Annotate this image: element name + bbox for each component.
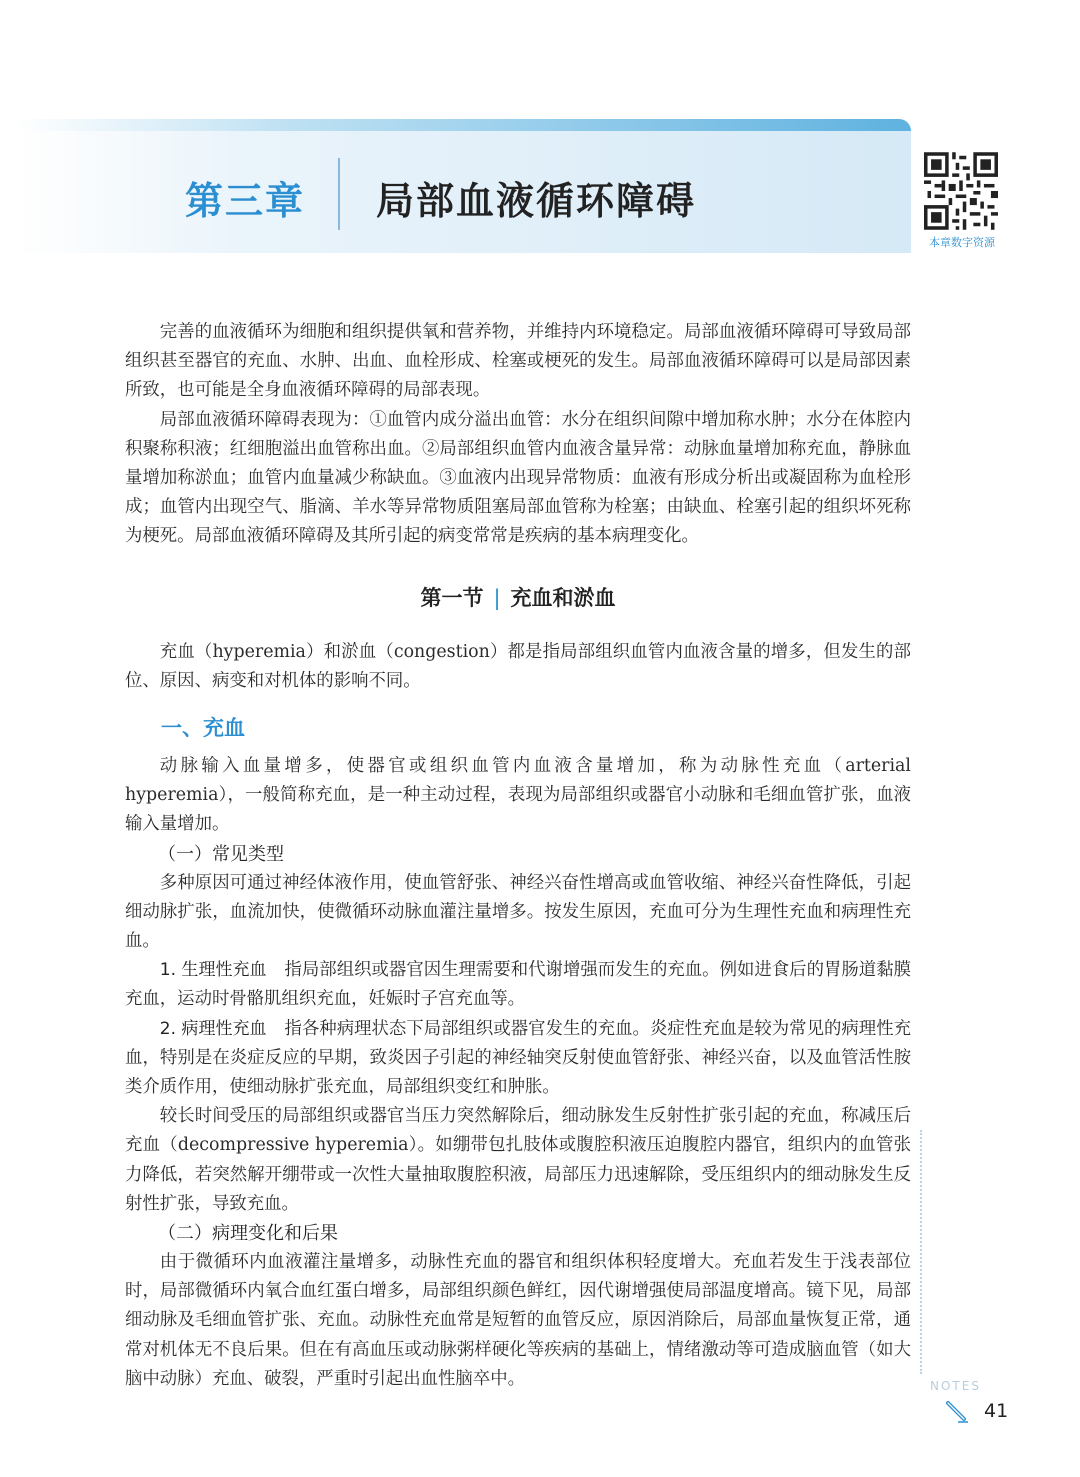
section-divider: | [493, 585, 501, 610]
notes-label: NOTES [930, 1379, 981, 1393]
list-item [125, 1015, 911, 1103]
subsection-heading: （一）常见类型 [158, 843, 284, 865]
paragraph: 由于微循环内血液灌注量增多，动脉性充血的器官和组织体积轻度增大。充血若发生于浅表部位时，局部微循环内氧合血红蛋白增多，局部组织颜色鲜红，因代谢增强使局部温度增高。镜下见，局部细动脉及毛细血管扩张、充血。动脉性充血常是短暂的血管反应，原因消除后，局部血量恢复正常，通常对机体无不良后果。但在有高血压或动脉粥样硬化等疾病的基础上，情绪激动等可造成脑血管（如大脑中动脉）充血、破裂，严重时引起出血性脑卒中。 [125, 1252, 911, 1389]
section-intro: 充血（hyperemia）和淤血（congestion）都是指局部组织血管内血液含量的增多，但发生的部位、原因、病变和对机体的影响不同。 [125, 641, 911, 691]
chapter-divider [338, 158, 340, 230]
qr-label: 本章数字资源 [929, 236, 995, 249]
section-number: 第一节 [420, 585, 484, 610]
paragraph: 多种原因可通过神经体液作用，使血管舒张、神经兴奋性增高或血管收缩、神经兴奋性降低，引起细动脉扩张，血流加快，使微循环动脉血灌注量增多。按发生原因，充血可分为生理性充血和病理性充血。 [125, 872, 911, 952]
item-lead: 1. 生理性充血 [159, 960, 267, 981]
section-title: 充血和淤血 [510, 585, 616, 610]
banner-accent-line [16, 119, 911, 131]
qr-code-icon[interactable] [924, 152, 998, 230]
qr-block[interactable] [924, 152, 1000, 250]
chapter-number: 第三章 [185, 179, 306, 223]
intro-paragraph: 局部血液循环障碍表现为：①血管内成分溢出血管：水分在组织间隙中增加称水肿；水分在体腔内积聚称积液；红细胞溢出血管称出血。②局部组织血管内血液含量异常：动脉血量增加称充血，静脉血量增加称淤血；血管内血量减少称缺血。③血液内出现异常物质：血液有形成分析出或凝固称为血栓形成；血管内出现空气、脂滴、羊水等异常物质阻塞局部血管称为栓塞；由缺血、栓塞引起的组织坏死称为梗死。局部血液循环障碍及其所引起的病变常常是疾病的基本病理变化。 [125, 409, 911, 547]
notes-margin-line [920, 1130, 922, 1374]
item-lead: 2. 病理性充血 [159, 1018, 267, 1039]
part-intro: 动脉输入血量增多，使器官或组织血管内血液含量增加，称为动脉性充血（arterial hyperemia），一般简称充血，是一种主动过程，表现为局部组织或器官小动脉和毛细血管扩张，血液输入量增加。 [125, 756, 911, 835]
pencil-icon [944, 1398, 970, 1424]
paragraph: 较长时间受压的局部组织或器官当压力突然解除后，细动脉发生反射性扩张引起的充血，称减压后充血（decompressive hyperemia）。如绷带包扎肢体或腹腔积液压迫腹腔内器官，组织内的血管张力降低，若突然解开绷带或一次性大量抽取腹腔积液，局部压力迅速解除，受压组织内的细动脉发生反射性扩张，导致充血。 [125, 1106, 911, 1214]
list-item [125, 956, 911, 1014]
item-text: 指局部组织或器官因生理需要和代谢增强而发生的充血。例如进食后的胃肠道黏膜充血，运动时骨骼肌组织充血，妊娠时子宫充血等。 [125, 960, 911, 1010]
main-content [125, 318, 911, 1394]
page-number: 41 [984, 1400, 1009, 1422]
part-heading: 一、充血 [161, 716, 245, 741]
subsection-heading: （二）病理变化和后果 [158, 1223, 338, 1245]
chapter-title: 局部血液循环障碍 [376, 179, 697, 223]
item-text: 指各种病理状态下局部组织或器官发生的充血。炎症性充血是较为常见的病理性充血，特别是在炎症反应的早期，致炎因子引起的神经轴突反射使血管舒张、神经兴奋，以及血管活性胺类介质作用，使细动脉扩张充血，局部组织变红和肿胀。 [125, 1018, 911, 1098]
section-heading [125, 582, 911, 612]
intro-paragraph: 完善的血液循环为细胞和组织提供氧和营养物，并维持内环境稳定。局部血液循环障碍可导致局部组织甚至器官的充血、水肿、出血、血栓形成、栓塞或梗死的发生。局部血液循环障碍可以是局部因素所致，也可能是全身血液循环障碍的局部表现。 [125, 322, 911, 401]
